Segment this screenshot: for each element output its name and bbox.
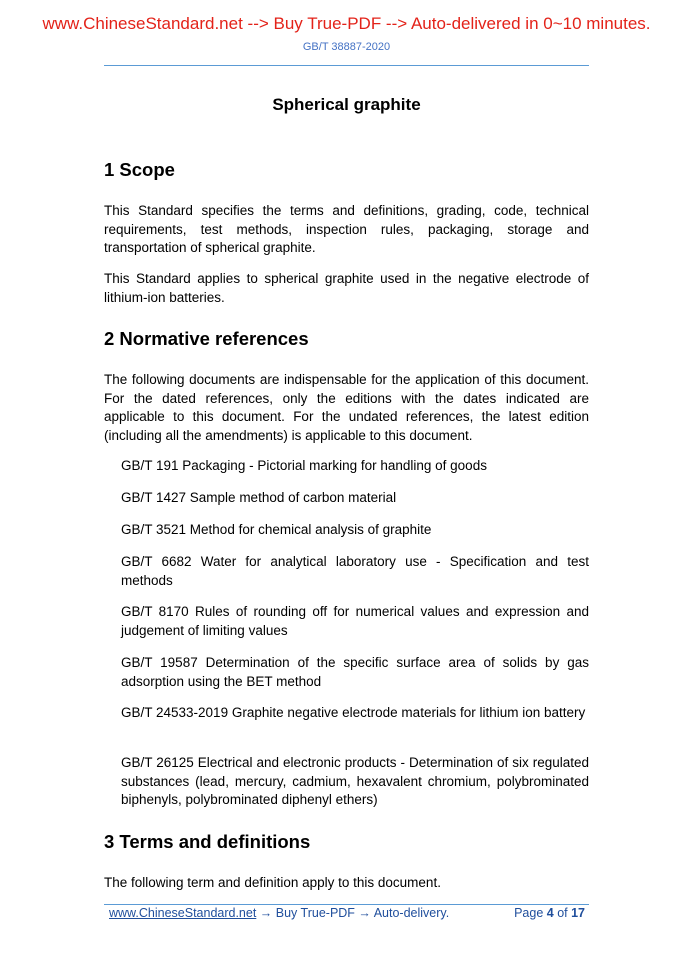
reference-item: GB/T 8170 Rules of rounding off for numerical values and expression and judgement of limiting values	[121, 604, 589, 638]
header-standard-code: GB/T 38887-2020	[302, 41, 391, 53]
footer-website-link[interactable]: www.ChineseStandard.net	[109, 906, 257, 920]
section-heading-terms-definitions: 3 Terms and definitions	[104, 831, 311, 852]
section-heading-scope: 1 Scope	[104, 159, 175, 180]
section-heading-normative-references: 2 Normative references	[104, 328, 309, 349]
page-footer	[109, 906, 585, 920]
page-label: Page	[514, 906, 547, 920]
reference-item: GB/T 24533-2019 Graphite negative electrode materials for lithium ion battery	[121, 705, 586, 720]
footer-divider	[104, 904, 589, 905]
reference-item: GB/T 19587 Determination of the specific surface area of solids by gas adsorption using the BET method	[121, 655, 589, 689]
reference-item: GB/T 191 Packaging - Pictorial marking for handling of goods	[121, 458, 487, 473]
scope-paragraph-2: This Standard applies to spherical graphite used in the negative electrode of lithium-ion batteries.	[104, 271, 589, 305]
reference-item: GB/T 26125 Electrical and electronic products - Determination of six regulated substances (lead, mercury, cadmium, hexavalent chromium, polybrominated biphenyls, polybrominated diphenyl ethers)	[121, 755, 589, 807]
reference-item: GB/T 1427 Sample method of carbon material	[121, 490, 397, 505]
page-number	[514, 906, 585, 920]
footer-text: → Buy True-PDF → Auto-delivery.	[256, 906, 450, 920]
reference-item: GB/T 6682 Water for analytical laboratory use - Specification and test methods	[121, 554, 589, 588]
terms-intro-paragraph: The following term and definition apply to this document.	[104, 875, 441, 890]
banner-promo[interactable]: www.ChineseStandard.net --> Buy True-PDF --> Auto-delivered in 0~10 minutes.	[42, 14, 651, 33]
document-title: Spherical graphite	[272, 95, 421, 114]
page-current: 4	[546, 906, 554, 920]
normative-intro-paragraph: The following documents are indispensable for the application of this document. For the dated references, only the editions with the dates indicated are applicable to this document. For the undated references, the latest edition (including all the amendments) is applicable to this document.	[104, 372, 589, 443]
page-of: of	[553, 906, 572, 920]
page-total: 17	[571, 906, 585, 920]
reference-item: GB/T 3521 Method for chemical analysis of graphite	[121, 522, 432, 537]
scope-paragraph-1: This Standard specifies the terms and definitions, grading, code, technical requirements, test methods, inspection rules, packaging, storage and transportation of spherical graphite.	[104, 203, 589, 255]
header-divider	[104, 65, 589, 66]
